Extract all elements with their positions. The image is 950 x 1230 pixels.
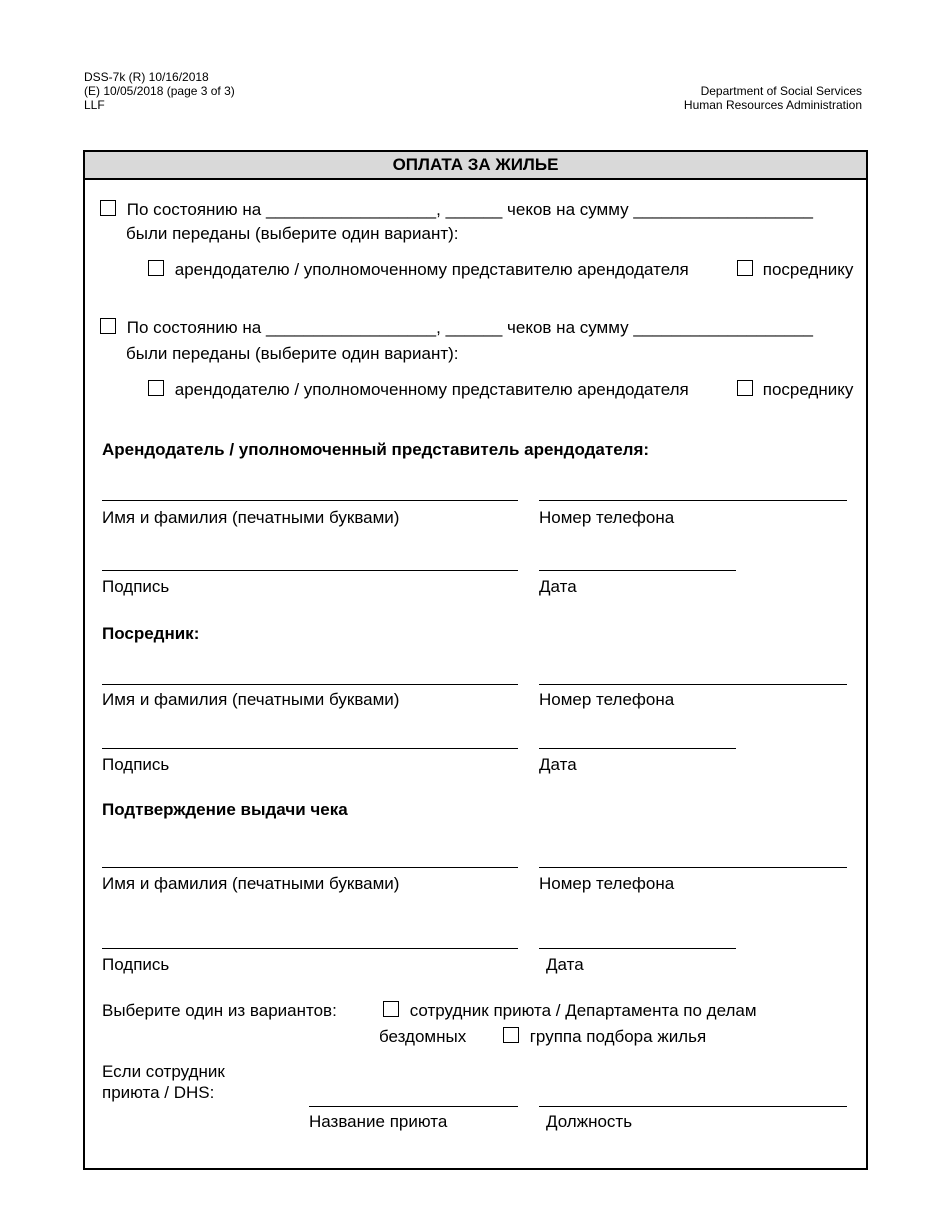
shelter-dhs-label-line2: приюта / DHS: — [102, 1083, 215, 1102]
shelter-staff-option-label: сотрудник приюта / Департамента по делам — [409, 1001, 757, 1020]
form-title: ОПЛАТА ЗА ЖИЛЬЕ — [85, 152, 866, 180]
choose-one-label: Выберите один из вариантов: — [102, 1001, 337, 1020]
shelter-dhs-label-line1: Если сотрудник — [102, 1062, 225, 1081]
broker-signature-field[interactable] — [102, 748, 518, 749]
receipt-signature-label: Подпись — [102, 955, 170, 974]
receipt-name-field[interactable] — [102, 867, 518, 868]
landlord-option-1 — [148, 260, 689, 280]
receipt-name-label: Имя и фамилия (печатными буквами) — [102, 874, 400, 893]
housing-team-option — [503, 1027, 706, 1047]
receipt-section-heading: Подтверждение выдачи чека — [102, 800, 348, 819]
shelter-staff-option — [383, 1001, 757, 1021]
landlord-option-2 — [148, 380, 689, 400]
receipt-date-label: Дата — [546, 955, 584, 974]
broker-signature-label: Подпись — [102, 755, 170, 774]
broker-option-1 — [737, 260, 853, 280]
department-name: Department of Social Services — [700, 84, 862, 98]
receipt-phone-field[interactable] — [539, 867, 847, 868]
landlord-signature-field[interactable] — [102, 570, 518, 571]
landlord-section-heading: Арендодатель / уполномоченный представитель арендодателя: — [102, 440, 650, 459]
agency-block — [684, 84, 862, 112]
broker-phone-field[interactable] — [539, 684, 847, 685]
shelter-staff-checkbox[interactable] — [383, 1001, 399, 1017]
form-identifier-block — [84, 70, 235, 112]
checks-delivered-row-2 — [100, 318, 813, 338]
broker-option-2 — [737, 380, 853, 400]
broker-option-label-1: посреднику — [762, 260, 854, 279]
broker-checkbox-2[interactable] — [737, 380, 753, 396]
landlord-checkbox-2[interactable] — [148, 380, 164, 396]
landlord-phone-field[interactable] — [539, 500, 847, 501]
broker-section-heading: Посредник: — [102, 624, 200, 643]
checks-delivered-checkbox-2[interactable] — [100, 318, 116, 334]
choose-one-prompt-1: были переданы (выберите один вариант): — [126, 224, 459, 243]
broker-phone-label: Номер телефона — [539, 690, 675, 709]
landlord-signature-label: Подпись — [102, 577, 170, 596]
broker-name-label: Имя и фамилия (печатными буквами) — [102, 690, 400, 709]
landlord-name-label: Имя и фамилия (печатными буквами) — [102, 508, 400, 527]
receipt-phone-label: Номер телефона — [539, 874, 675, 893]
broker-name-field[interactable] — [102, 684, 518, 685]
checks-delivered-text-1: По состоянию на __________________, ______ чеков на сумму ___________________ — [126, 200, 813, 219]
form-edition: (E) 10/05/2018 (page 3 of 3) — [84, 84, 235, 98]
shelter-name-label: Название приюта — [309, 1112, 448, 1131]
receipt-date-field[interactable] — [539, 948, 736, 949]
broker-option-label-2: посреднику — [762, 380, 854, 399]
broker-date-label: Дата — [539, 755, 577, 774]
checks-delivered-text-2: По состоянию на __________________, ______ чеков на сумму ___________________ — [126, 318, 813, 337]
landlord-option-label-1: арендодателю / уполномоченному представителю арендодателя — [174, 260, 689, 279]
receipt-signature-field[interactable] — [102, 948, 518, 949]
housing-team-checkbox[interactable] — [503, 1027, 519, 1043]
housing-payment-form — [83, 150, 868, 1170]
administration-name: Human Resources Administration — [683, 98, 862, 112]
position-field[interactable] — [539, 1106, 847, 1107]
broker-date-field[interactable] — [539, 748, 736, 749]
choose-one-prompt-2: были переданы (выберите один вариант): — [126, 344, 459, 363]
landlord-option-label-2: арендодателю / уполномоченному представителю арендодателя — [174, 380, 689, 399]
form-lang: LLF — [84, 98, 105, 112]
form-id: DSS-7k (R) 10/16/2018 — [84, 70, 209, 84]
landlord-phone-label: Номер телефона — [539, 508, 675, 527]
checks-delivered-row-1 — [100, 200, 813, 220]
housing-team-option-label: группа подбора жилья — [529, 1027, 707, 1046]
landlord-checkbox-1[interactable] — [148, 260, 164, 276]
shelter-name-field[interactable] — [309, 1106, 518, 1107]
shelter-staff-option-label-cont: бездомных — [379, 1027, 467, 1046]
position-label: Должность — [546, 1112, 633, 1131]
landlord-date-field[interactable] — [539, 570, 736, 571]
broker-checkbox-1[interactable] — [737, 260, 753, 276]
landlord-name-field[interactable] — [102, 500, 518, 501]
checks-delivered-checkbox-1[interactable] — [100, 200, 116, 216]
landlord-date-label: Дата — [539, 577, 577, 596]
